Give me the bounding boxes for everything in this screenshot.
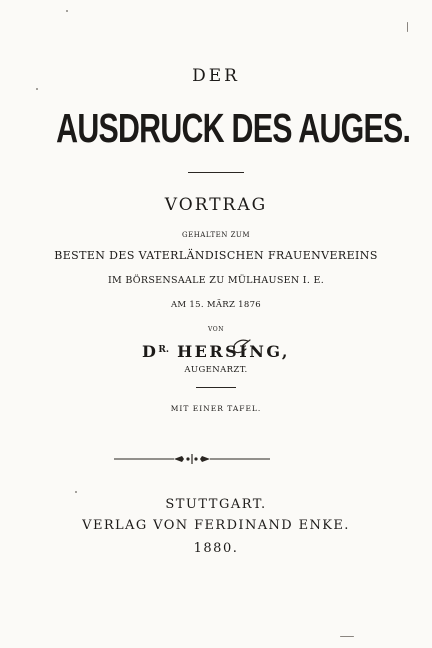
author-title-superscript: R. <box>158 345 169 355</box>
imprint-city: STUTTGART. <box>165 497 267 512</box>
paper-speck <box>36 88 38 90</box>
author-title: D <box>141 342 159 361</box>
occasion-line-2: BESTEN DES VATERLÄNDISCHEN FRAUENVEREINS <box>54 249 378 262</box>
title-article: DER <box>192 66 240 86</box>
paper-speck <box>75 491 77 493</box>
ornamental-rule-icon <box>112 449 272 469</box>
by-line: VON <box>208 326 224 333</box>
author-line <box>0 342 432 361</box>
date-line: AM 15. MÄRZ 1876 <box>170 300 262 310</box>
imprint-year: 1880. <box>193 541 239 556</box>
divider-rule <box>188 172 244 173</box>
supplement-note: MIT EINER TAFEL. <box>170 404 262 413</box>
main-title: AUSDRUCK DES AUGES. <box>56 105 411 151</box>
paper-speck <box>66 10 68 12</box>
imprint-publisher: VERLAG VON FERDINAND ENKE. <box>82 518 350 533</box>
paper-speck <box>340 636 354 637</box>
handwritten-mark-icon <box>228 338 252 358</box>
divider-rule-small <box>196 387 236 388</box>
genre-heading: VORTRAG <box>164 195 268 215</box>
author-role: AUGENARZT. <box>184 365 248 375</box>
venue-line: IM BÖRSENSAALE ZU MÜLHAUSEN I. E. <box>107 275 325 286</box>
author-name: HERSING, <box>177 342 290 361</box>
paper-speck <box>407 22 408 32</box>
occasion-line-1: GEHALTEN ZUM <box>182 231 250 239</box>
